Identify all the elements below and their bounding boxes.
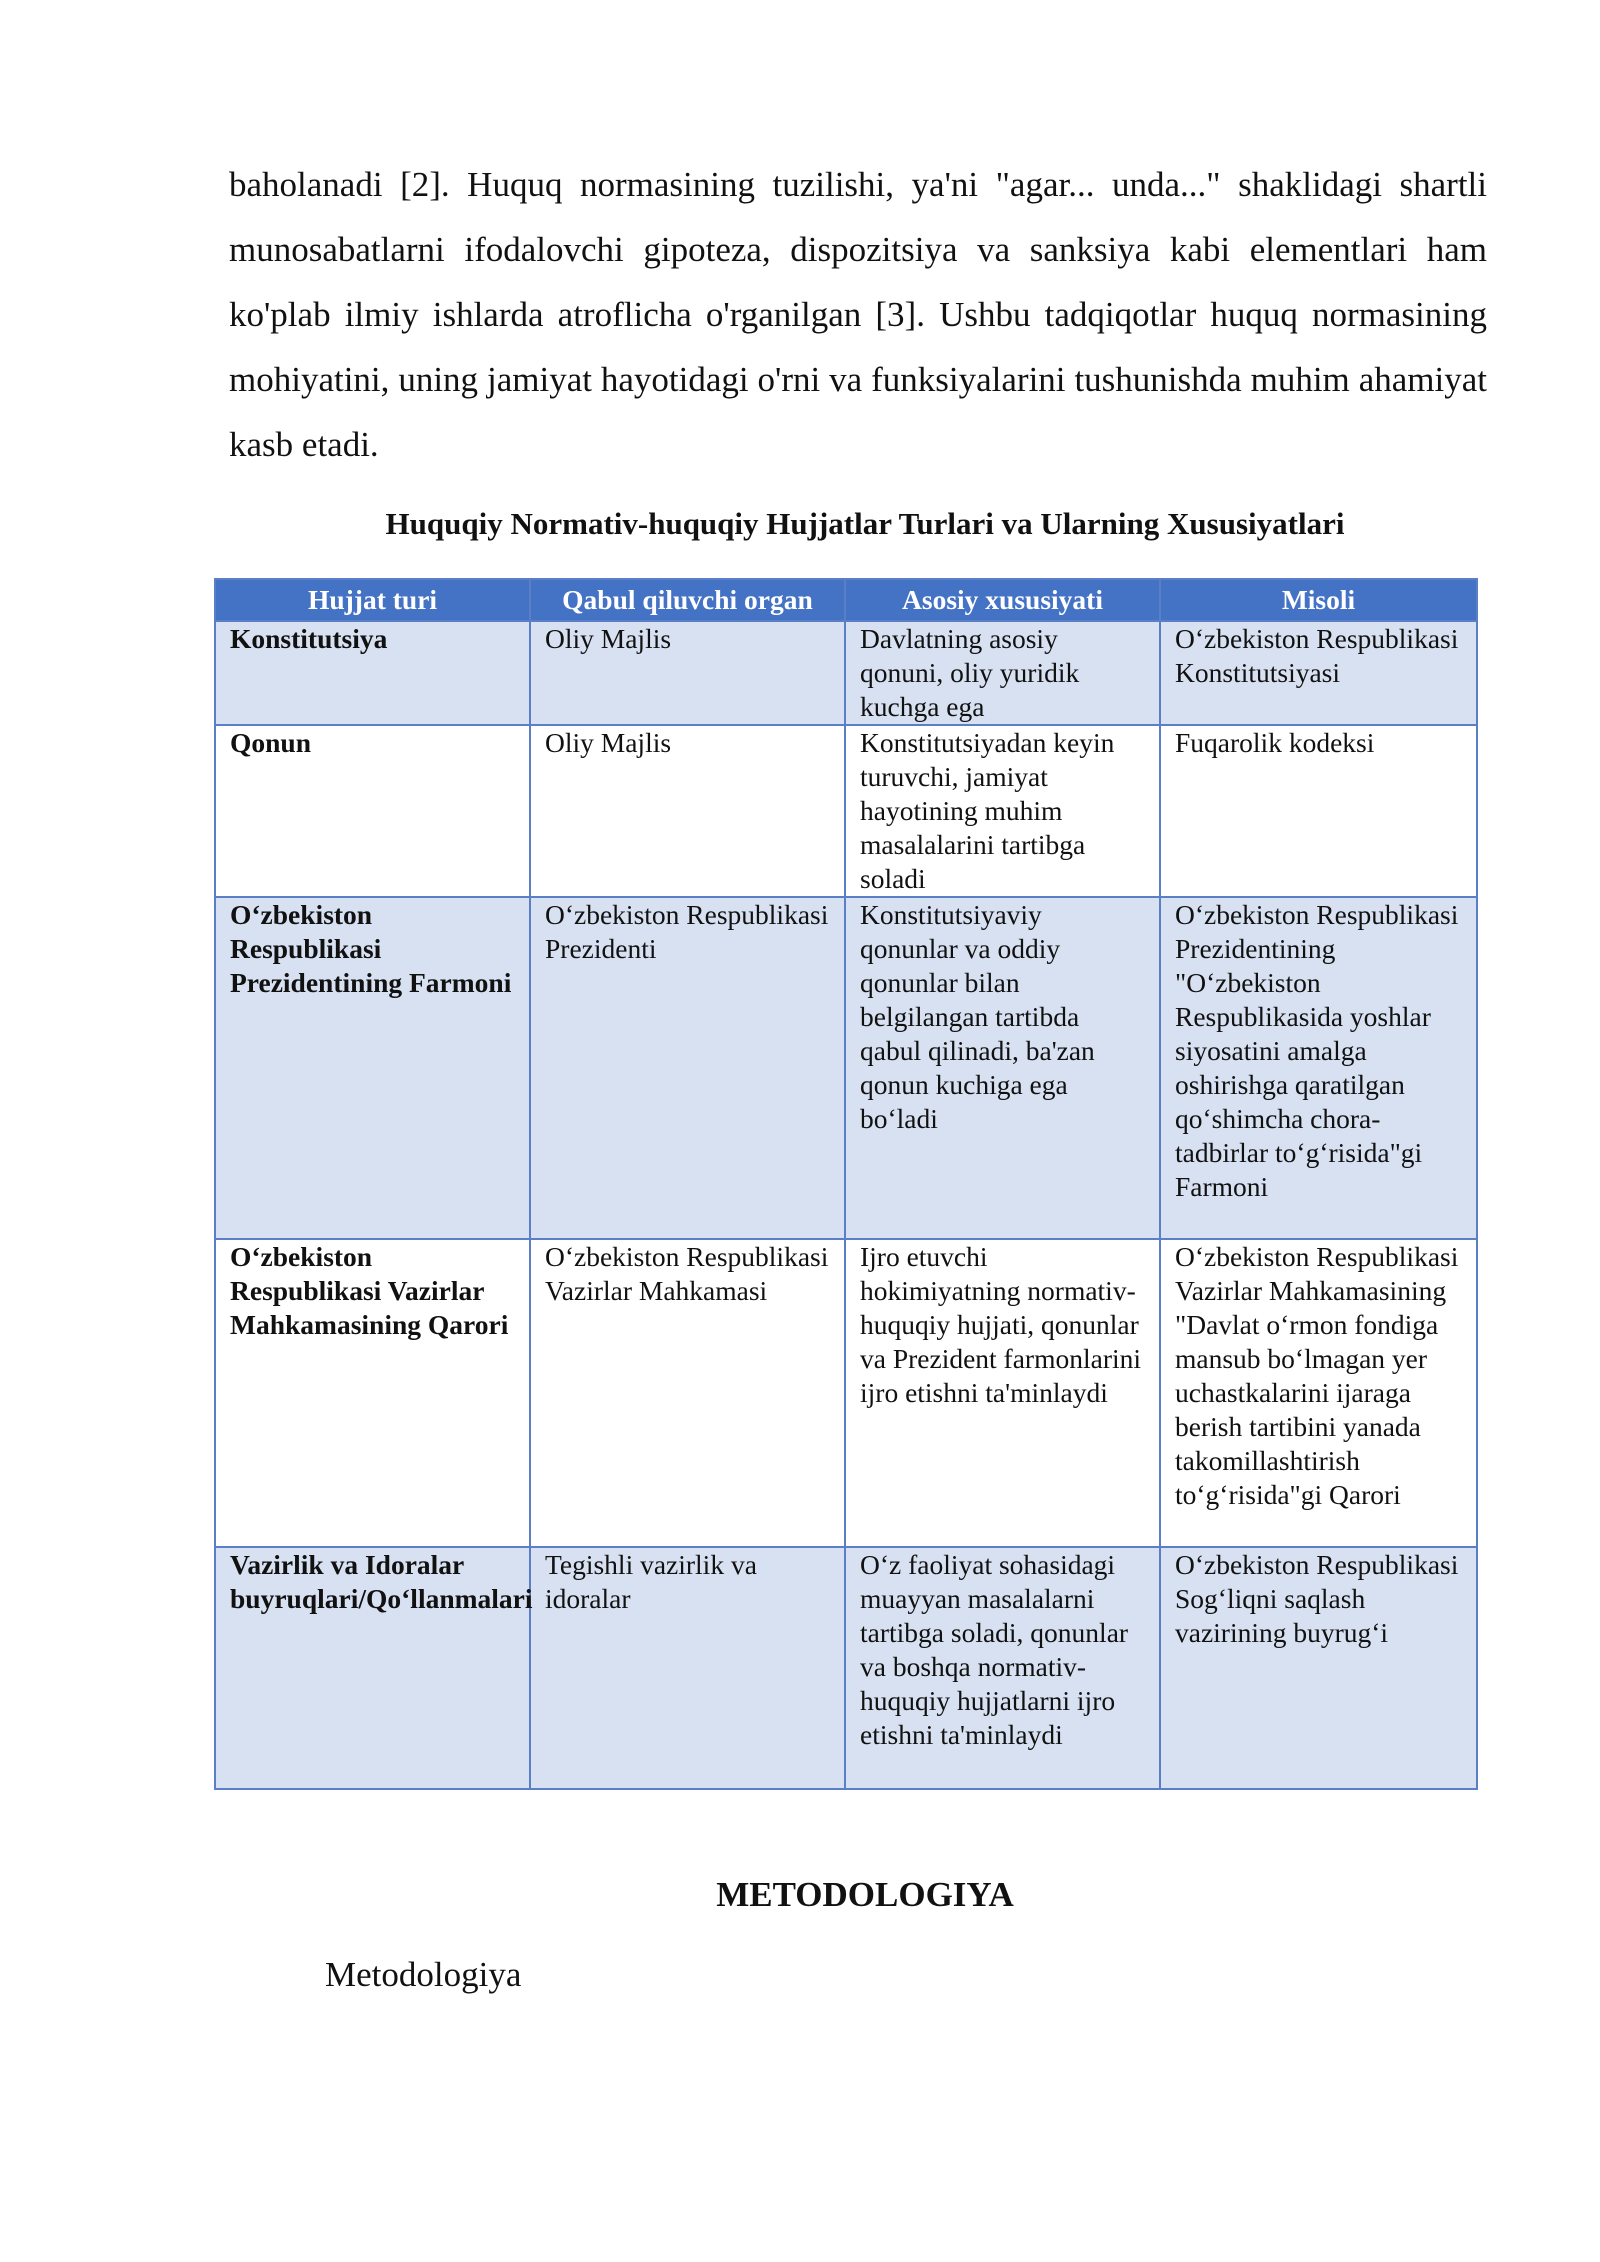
table-row: [215, 621, 1477, 725]
cell-adopting-body: O‘zbekiston Respublikasi Vazirlar Mahkamasi: [530, 1239, 845, 1547]
cell-adopting-body: O‘zbekiston Respublikasi Prezidenti: [530, 897, 845, 1239]
document-types-table: [214, 578, 1478, 1790]
cell-document-type: O‘zbekiston Respublikasi Prezidentining Farmoni: [215, 897, 530, 1239]
cell-document-type: Vazirlik va Idoralar buyruqlari/Qo‘llanmalari: [215, 1547, 530, 1789]
table-row: [215, 725, 1477, 897]
table-caption: Huquqiy Normativ-huquqiy Hujjatlar Turlari va Ularning Xususiyatlari: [385, 506, 1345, 541]
cell-adopting-body: Oliy Majlis: [530, 621, 845, 725]
cell-document-type: Qonun: [215, 725, 530, 897]
intro-paragraph: baholanadi [2]. Huquq normasining tuzilishi, ya'ni "agar... unda..." shaklidagi shartli munosabatlarni ifodalovchi gipoteza, dispozitsiya va sanksiya kabi elementlari ham ko'plab ilmiy ishlarda atroflicha o'rganilgan [3]. Ushbu tadqiqotlar huquq normasining mohiyatini, uning jamiyat hayotidagi o'rni va funksiyalarini tushunishda muhim ahamiyat kasb etadi.: [229, 165, 1487, 464]
table-row: [215, 897, 1477, 1239]
header-main-feature: Asosiy xususiyati: [845, 579, 1160, 621]
cell-adopting-body: Tegishli vazirlik va idoralar: [530, 1547, 845, 1789]
table-header-row: [215, 579, 1477, 621]
cell-example: O‘zbekiston Respublikasi Prezidentining "O‘zbekiston Respublikasida yoshlar siyosatini amalga oshirishga qaratilgan qo‘shimcha chora-tadbirlar to‘g‘risida"gi Farmoni: [1160, 897, 1477, 1239]
table-row: [215, 1547, 1477, 1789]
section-heading: METODOLOGIYA: [716, 1875, 1014, 1914]
cell-example: O‘zbekiston Respublikasi Konstitutsiyasi: [1160, 621, 1477, 725]
table-row: [215, 1239, 1477, 1547]
section-paragraph: Metodologiya: [325, 1955, 522, 1994]
header-adopting-body: Qabul qiluvchi organ: [530, 579, 845, 621]
cell-main-feature: Konstitutsiyadan keyin turuvchi, jamiyat hayotining muhim masalalarini tartibga soladi: [845, 725, 1160, 897]
cell-example: Fuqarolik kodeksi: [1160, 725, 1477, 897]
header-document-type: Hujjat turi: [215, 579, 530, 621]
cell-example: O‘zbekiston Respublikasi Sog‘liqni saqlash vazirining buyrug‘i: [1160, 1547, 1477, 1789]
cell-main-feature: Konstitutsiyaviy qonunlar va oddiy qonunlar bilan belgilangan tartibda qabul qilinadi, ba'zan qonun kuchiga ega bo‘ladi: [845, 897, 1160, 1239]
cell-document-type: O‘zbekiston Respublikasi Vazirlar Mahkamasining Qarori: [215, 1239, 530, 1547]
cell-example: O‘zbekiston Respublikasi Vazirlar Mahkamasining "Davlat o‘rmon fondiga mansub bo‘lmagan yer uchastkalarini ijaraga berish tartibini yanada takomillashtirish to‘g‘risida"gi Qarori: [1160, 1239, 1477, 1547]
header-example: Misoli: [1160, 579, 1477, 621]
cell-main-feature: O‘z faoliyat sohasidagi muayyan masalalarni tartibga soladi, qonunlar va boshqa normativ-huquqiy hujjatlarni ijro etishni ta'minlaydi: [845, 1547, 1160, 1789]
cell-main-feature: Davlatning asosiy qonuni, oliy yuridik kuchga ega: [845, 621, 1160, 725]
cell-adopting-body: Oliy Majlis: [530, 725, 845, 897]
cell-document-type: Konstitutsiya: [215, 621, 530, 725]
cell-main-feature: Ijro etuvchi hokimiyatning normativ-huquqiy hujjati, qonunlar va Prezident farmonlarini ijro etishni ta'minlaydi: [845, 1239, 1160, 1547]
